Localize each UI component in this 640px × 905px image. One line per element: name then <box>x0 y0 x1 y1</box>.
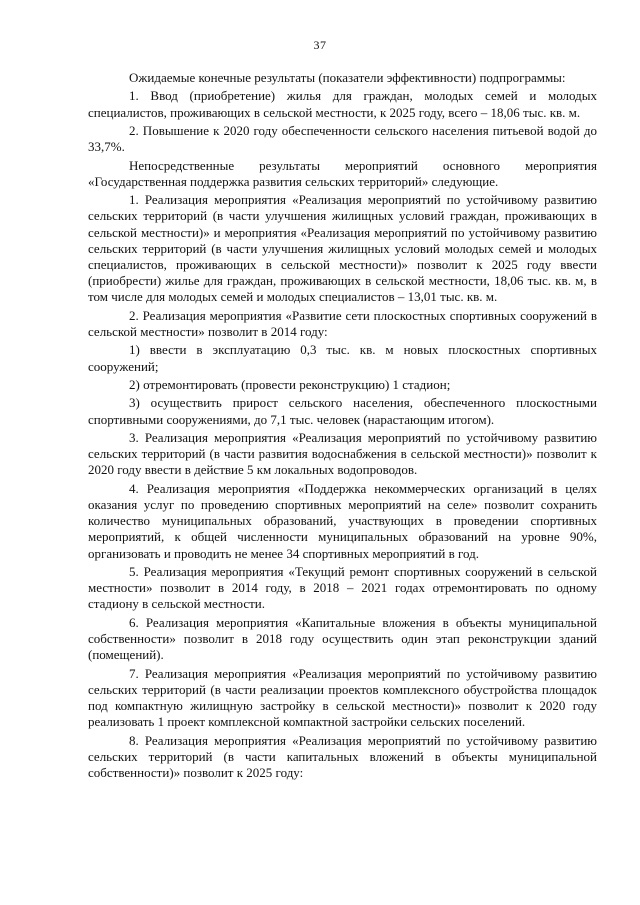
paragraph-item-4-ngo-support: 4. Реализация мероприятия «Поддержка некоммерческих организаций в целях оказания услуг по проведению спортивных мероприятий на селе» позволит сохранить количество муниципальных образований, участвующих в проведении спортивных мероприятий, к общей численности муниципальных образований на уровне 90%, организовать и проводить не менее 34 спортивных мероприятий в год. <box>88 480 597 561</box>
paragraph-item-7-compact-housing: 7. Реализация мероприятия «Реализация мероприятий по устойчивому развитию сельских территорий (в части реализации проектов комплексного обустройства площадок под компактную жилищную застройку в сельской местности)» позволит к 2020 году реализовать 1 проект комплексной компактной застройки сельских поселений. <box>88 665 597 730</box>
paragraph-item-6-capital: 6. Реализация мероприятия «Капитальные вложения в объекты муниципальной собственности» позволит в 2018 году осуществить один этап реконструкции зданий (помещений). <box>88 614 597 663</box>
paragraph-subitem-3: 3) осуществить прирост сельского населения, обеспеченного плоскостными спортивными сооружениями, до 7,1 тыс. человек (нарастающим итогом). <box>88 395 597 427</box>
paragraph-item-1-housing: 1. Реализация мероприятия «Реализация мероприятий по устойчивому развитию сельских территорий (в части улучшения жилищных условий граждан, проживающих в сельской местности)» и мероприятия «Реализация мероприятий по устойчивому развитию сельских территорий (в части улучшения жилищных условий молодых семей и молодых специалистов, проживающих в сельской местности)» позволит к 2025 году ввести (приобрести) жилье для граждан, проживающих в сельской местности, 18,06 тыс. кв. м, в том числе для молодых семей и молодых специалистов – 13,01 тыс. кв. м. <box>88 192 597 305</box>
paragraph-result-water: 2. Повышение к 2020 году обеспеченности сельского населения питьевой водой до 33,7%. <box>88 122 597 155</box>
page-number: 37 <box>313 38 327 52</box>
paragraph-subitem-2: 2) отремонтировать (провести реконструкцию) 1 стадион; <box>129 376 451 392</box>
paragraph-result-housing: 1. Ввод (приобретение) жилья для граждан, молодых семей и молодых специалистов, проживающих в сельской местности, к 2025 году, всего – 18,06 тыс. кв. м. <box>88 88 597 120</box>
paragraph-item-8-municipal-capital: 8. Реализация мероприятия «Реализация мероприятий по устойчивому развитию сельских территорий (в части капитальных вложений в объекты муниципальной собственности)» позволит к 2025 году: <box>88 732 597 780</box>
paragraph-subitem-1: 1) ввести в эксплуатацию 0,3 тыс. кв. м новых плоскостных спортивных сооружений; <box>88 342 597 374</box>
paragraph-item-5-repair: 5. Реализация мероприятия «Текущий ремонт спортивных сооружений в сельской местности» позволит в 2014 году, в 2018 – 2021 годах отремонтировать по одному стадиону в сельской местности. <box>88 563 597 612</box>
paragraph-expected-results-heading: Ожидаемые конечные результаты (показатели эффективности) подпрограммы: <box>129 70 566 85</box>
paragraph-item-2-sports-network: 2. Реализация мероприятия «Развитие сети плоскостных спортивных сооружений в сельской местности» позволит в 2014 году: <box>88 307 597 339</box>
paragraph-item-3-water-supply: 3. Реализация мероприятия «Реализация мероприятий по устойчивому развитию сельских территорий (в части развития водоснабжения в сельской местности)» позволит к 2020 году ввести в действие 5 км локальных водопроводов. <box>88 429 597 478</box>
document-body <box>88 70 597 783</box>
paragraph-direct-results-intro: Непосредственные результаты мероприятий основного мероприятия «Государственная поддержка развития сельских территорий» следующие. <box>88 157 597 189</box>
